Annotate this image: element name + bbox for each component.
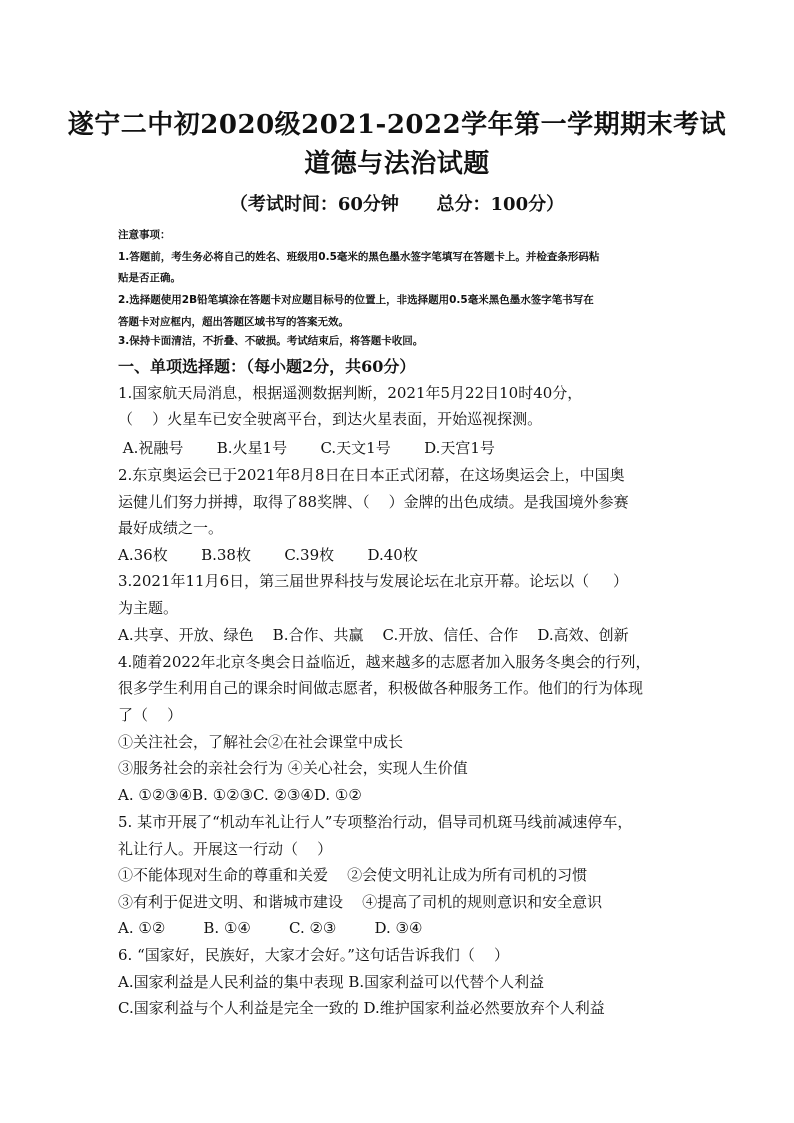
question-line: 2.东京奥运会已于2021年8月8日在日本正式闭幕，在这场奥运会上，中国奥 xyxy=(118,466,625,484)
question-options: C.国家利益与个人利益是完全一致的 D.维护国家利益必然要放弃个人利益 xyxy=(118,999,605,1017)
question-line: 为主题。 xyxy=(118,599,179,617)
question-options: A.共享、开放、绿色 B.合作、共赢 C.开放、信任、合作 D.高效、创新 xyxy=(118,626,629,644)
question-options: A. ①② B. ①④ C. ②③ D. ③④ xyxy=(118,919,423,937)
question-options: A.祝融号 B.火星1号 C.天文1号 D.天宫1号 xyxy=(118,439,495,457)
question-line: ①关注社会，了解社会②在社会课堂中成长 xyxy=(118,733,404,751)
question-line: 运健儿们努力拼搏，取得了88奖牌、（ ）金牌的出色成绩。是我国境外参赛 xyxy=(118,493,629,511)
exam-subtitle: （考试时间：60分钟 总分：100分） xyxy=(229,194,565,215)
question-line: ①不能体现对生命的尊重和关爱 ②会使文明礼让成为所有司机的习惯 xyxy=(118,866,588,884)
notice-line: 2.选择题使用2B铅笔填涂在答题卡对应题目标号的位置上，非选择题用0.5毫米黑色墨水签字笔书写在 xyxy=(118,294,594,306)
question-line: 5. 某市开展了“机动车礼让行人”专项整治行动，倡导司机斑马线前减速停车， xyxy=(118,813,633,831)
notice-line: 贴是否正确。 xyxy=(118,272,181,284)
question-line: 很多学生利用自己的课余时间做志愿者，积极做各种服务工作。他们的行为体现 xyxy=(118,679,644,697)
question-line: ③有利于促进文明、和谐城市建设 ④提高了司机的规则意识和安全意识 xyxy=(118,893,603,911)
section-heading: 一、单项选择题：（每小题2分，共60分） xyxy=(118,357,416,376)
question-options: A.36枚 B.38枚 C.39枚 D.40枚 xyxy=(118,546,418,564)
exam-title-line2: 道德与法治试题 xyxy=(304,149,490,179)
question-line: 最好成绩之一。 xyxy=(118,519,224,537)
question-line: ③服务社会的亲社会行为 ④关心社会，实现人生价值 xyxy=(118,759,468,777)
question-line: 礼让行人。开展这一行动（ ） xyxy=(118,840,333,858)
question-line: 了（ ） xyxy=(118,706,183,724)
notice-heading: 注意事项： xyxy=(118,229,171,241)
question-options: A.国家利益是人民利益的集中表现 B.国家利益可以代替个人利益 xyxy=(118,973,545,991)
question-line: 4.随着2022年北京冬奥会日益临近，越来越多的志愿者加入服务冬奥会的行列， xyxy=(118,653,651,671)
notice-line: 1.答题前，考生务必将自己的姓名、班级用0.5毫米的黑色墨水签字笔填写在答题卡上。并检查条形码粘 xyxy=(118,251,600,263)
notice-line: 3.保持卡面清洁，不折叠、不破损。考试结束后，将答题卡收回。 xyxy=(118,335,424,347)
question-line: （ ）火星车已安全驶离平台，到达火星表面，开始巡视探测。 xyxy=(118,410,543,428)
exam-title-line1: 遂宁二中初2020级2021-2022学年第一学期期末考试 xyxy=(67,110,727,140)
notice-line: 答题卡对应框内，超出答题区域书写的答案无效。 xyxy=(118,316,349,328)
question-options: A. ①②③④B. ①②③C. ②③④D. ①② xyxy=(118,786,362,804)
question-line: 6. “国家好，民族好，大家才会好。”这句话告诉我们（ ） xyxy=(118,946,509,964)
question-line: 1.国家航天局消息，根据遥测数据判断，2021年5月22日10时40分， xyxy=(118,384,583,402)
question-line: 3.2021年11月6日，第三届世界科技与发展论坛在北京开幕。论坛以（ ） xyxy=(118,572,628,590)
